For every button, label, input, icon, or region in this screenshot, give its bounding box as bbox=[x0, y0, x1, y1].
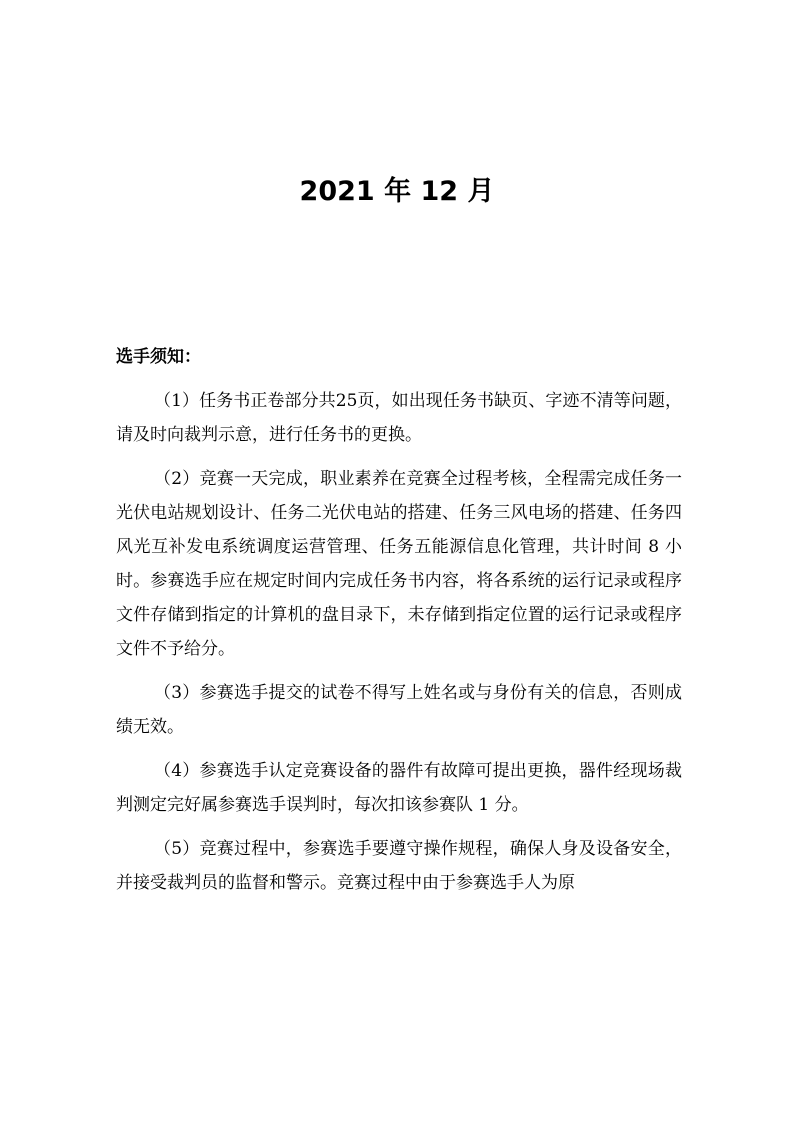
notice-item-1: （1）任务书正卷部分共25页，如出现任务书缺页、字迹不清等问题，请及时向裁判示意，进行任务书的更换。 bbox=[116, 391, 682, 445]
notice-item-3: （3）参赛选手提交的试卷不得写上姓名或与身份有关的信息，否则成绩无效。 bbox=[116, 683, 682, 737]
notice-heading: 选手须知： bbox=[116, 347, 201, 367]
document-date-title: 2021 年 12 月 bbox=[299, 176, 495, 207]
notice-section bbox=[116, 340, 682, 910]
notice-item-2: （2）竞赛一天完成，职业素养在竞赛全过程考核，全程需完成任务一光伏电站规划设计、任务二光伏电站的搭建、任务三风电场的搭建、任务四风光互补发电系统调度运营管理、任务五能源信息化管理，共计时间 8 小时。参赛选手应在规定时间内完成任务书内容，将各系统的运行记录或程序文件存储到指定的计算机的盘目录下，未存储到指定位置的运行记录或程序文件不予给分。 bbox=[116, 469, 682, 659]
notice-item-5: （5）竞赛过程中，参赛选手要遵守操作规程，确保人身及设备安全，并接受裁判员的监督和警示。竞赛过程中由于参赛选手人为原 bbox=[116, 839, 682, 893]
notice-item-4: （4）参赛选手认定竞赛设备的器件有故障可提出更换，器件经现场裁判测定完好属参赛选手误判时，每次扣该参赛队 1 分。 bbox=[116, 761, 682, 815]
